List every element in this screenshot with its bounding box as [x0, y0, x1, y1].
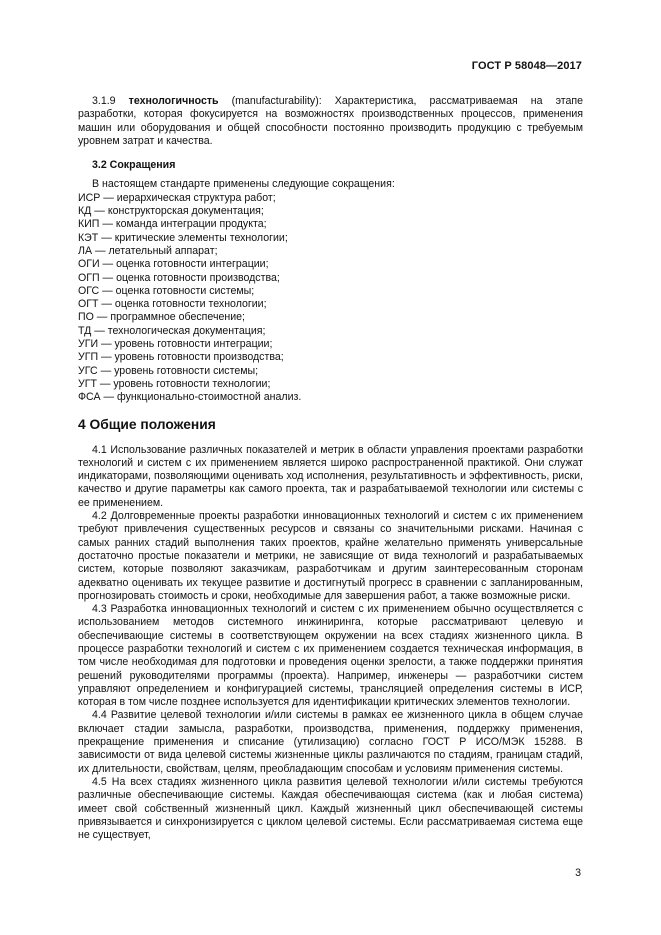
list-item: УГС — уровень готовности системы;	[78, 364, 259, 377]
list-item: ИСР — иерархическая структура работ;	[78, 191, 276, 204]
list-item: КЭТ — критические элементы технологии;	[78, 231, 288, 244]
subsection-title: 3.2 Сокращения	[92, 159, 176, 172]
page-content	[78, 95, 583, 842]
section-heading: 4 Общие положения	[78, 416, 216, 432]
list-item: УГИ — уровень готовности интеграции;	[78, 338, 273, 351]
list-item: КИП — команда интеграции продукта;	[78, 218, 267, 231]
paragraph-4-4: 4.4 Развитие целевой технологии и/или системы в рамках ее жизненного цикла в общем случае включает стадии замысла, разработки, производства, применения, поддержку применения, прекращение применения и списание (утилизацию) согласно ГОСТ Р ИСО/МЭК 15288. В зависимости от вида целевой системы жизненные циклы различаются по стадиям, границам стадий, их длительности, свойствам, целям, преобладающим способам и условиям применения системы.	[78, 709, 583, 775]
list-item: ОГП — оценка готовности производства;	[78, 271, 280, 284]
abbreviations-intro: В настоящем стандарте применены следующие сокращения:	[92, 178, 395, 191]
list-item: ЛА — летательный аппарат;	[78, 244, 218, 257]
list-item: УГП — уровень готовности производства;	[78, 351, 284, 364]
list-item: ПО — программное обеспечение;	[78, 311, 245, 324]
standard-number: ГОСТ Р 58048—2017	[471, 60, 582, 72]
definition-3-1-9	[78, 95, 583, 148]
list-item: ОГИ — оценка готовности интеграции;	[78, 258, 269, 271]
list-item: ТД — технологическая документация;	[78, 324, 266, 337]
paragraph-4-3: 4.3 Разработка инновационных технологий и систем с их применением обычно осуществляется с использованием методов системного инжиниринга, которые рассматривают целевую и обеспечивающие системы в соответствующем окружении на всех стадиях жизненного цикла. В процессе разработки технологий и систем с их применением создается техническая информация, в том числе необходимая для подготовки и проведения оценки зрелости, а также поддержки принятия решений руководителями программы (проекта). Например, инженеры — разработчики систем управляют определением и конфигурацией системы, трансляцией определения системы в ИСР, которая в том числе позднее используется для идентификации критических элементов технологии.	[78, 603, 583, 709]
abbreviations-list	[78, 192, 583, 405]
list-item: КД — конструкторская документация;	[78, 205, 264, 218]
definition-text: (manufacturability): Характеристика, рассматриваемая на этапе разработки, которая фокусируется на возможностях производственных процессов, применения машин или оборудования и общей способности постоянно производить продукцию с требуемым уровнем затрат и качества.	[78, 95, 583, 147]
defined-term: технологичность	[128, 95, 219, 107]
page-number: 3	[575, 867, 581, 879]
list-item: ФСА — функционально-стоимостной анализ.	[78, 391, 302, 404]
paragraph-4-2: 4.2 Долговременные проекты разработки инновационных технологий и систем с их применением требуют привлечения существенных ресурсов и связаны со значительными рисками. Начиная с самых ранних стадий выполнения таких проектов, крайне желательно применять универсальные достаточно простые показатели и метрики, не зависящие от вида технологий и разрабатываемых систем, которые позволяют заказчикам, разработчикам и другим заинтересованным сторонам адекватно оценивать их текущее развитие и достигнутый прогресс в сравнении с запланированным, прогнозировать стоимость и сроки, необходимые для завершения работ, а также возможные риски.	[78, 510, 583, 602]
list-item: УГТ — уровень готовности технологии;	[78, 377, 271, 390]
paragraph-4-1: 4.1 Использование различных показателей и метрик в области управления проектами разработки технологий и систем с их применением является широко распространенной практикой. Они служат индикаторами, позволяющими оценивать ход исполнения, результативность и эффективность, риски, качество и другие параметры как самого проекта, так и разрабатываемой технологии или системы с ее применением.	[78, 443, 583, 509]
clause-number: 3.1.9	[92, 95, 116, 107]
paragraph-4-5: 4.5 На всех стадиях жизненного цикла развития целевой технологии и/или системы требуются различные обеспечивающие системы. Каждая обеспечивающая система (как и любая система) имеет свой собственный жизненный цикл. Каждый жизненный цикл обеспечивающей системы привязывается и синхронизируется с циклом целевой системы. Если рассматриваемая система еще не существует,	[78, 775, 583, 842]
list-item: ОГС — оценка готовности системы;	[78, 284, 255, 297]
list-item: ОГТ — оценка готовности технологии;	[78, 298, 267, 311]
